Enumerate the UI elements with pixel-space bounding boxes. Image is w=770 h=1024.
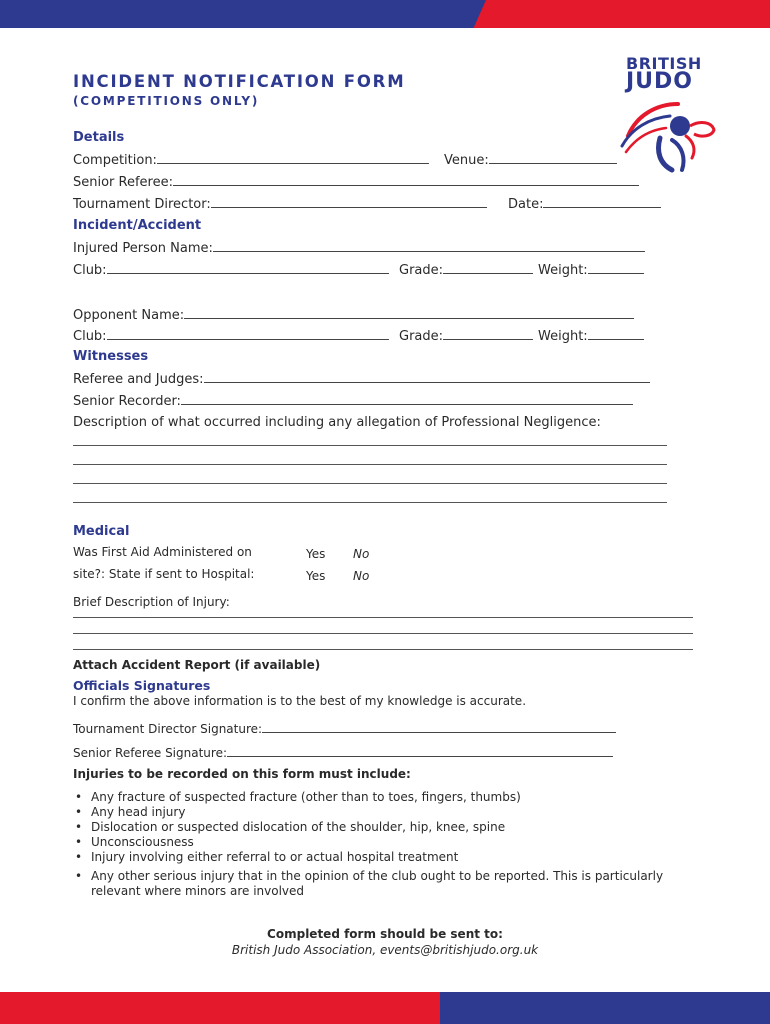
description-line-4[interactable] bbox=[73, 502, 667, 503]
sr-signature-input-line[interactable] bbox=[227, 745, 613, 757]
date-input-line[interactable] bbox=[543, 196, 661, 208]
tournament-director-field[interactable] bbox=[73, 196, 487, 213]
opponent-name-field[interactable] bbox=[73, 307, 634, 324]
competition-field[interactable] bbox=[73, 152, 429, 169]
tournament-director-label: Tournament Director: bbox=[73, 197, 211, 212]
competition-input-line[interactable] bbox=[157, 152, 429, 164]
list-item: • Injury involving either referral to or actual hospital treatment bbox=[73, 850, 673, 865]
opponent-grade-label: Grade: bbox=[399, 329, 444, 344]
venue-label: Venue: bbox=[444, 153, 489, 168]
sr-signature-field[interactable] bbox=[73, 745, 613, 761]
weight-label: Weight: bbox=[538, 263, 588, 278]
senior-recorder-label: Senior Recorder: bbox=[73, 394, 181, 409]
form-title: INCIDENT NOTIFICATION FORM bbox=[73, 72, 406, 91]
club-input-line[interactable] bbox=[107, 262, 389, 274]
opponent-weight-field[interactable] bbox=[538, 328, 644, 345]
description-line-3[interactable] bbox=[73, 483, 667, 484]
injured-person-label: Injured Person Name: bbox=[73, 241, 213, 256]
injured-person-input-line[interactable] bbox=[213, 240, 645, 252]
list-item: • Any fracture of suspected fracture (other than to toes, fingers, thumbs) bbox=[73, 790, 673, 805]
brief-description-label: Brief Description of Injury: bbox=[73, 595, 230, 609]
list-item: • Any other serious injury that in the opinion of the club ought to be reported. This is particularly relevant where minors are involved bbox=[73, 869, 673, 899]
grade-input-line[interactable] bbox=[443, 262, 533, 274]
confirmation-statement: I confirm the above information is to the best of my knowledge is accurate. bbox=[73, 694, 527, 708]
injuries-heading: Injuries to be recorded on this form must include: bbox=[73, 767, 411, 781]
opponent-club-input-line[interactable] bbox=[107, 328, 389, 340]
logo-text-line1: BRITISH bbox=[626, 54, 702, 73]
sr-signature-label: Senior Referee Signature: bbox=[73, 746, 228, 760]
bottom-band bbox=[0, 992, 770, 1024]
form-subtitle: (COMPETITIONS ONLY) bbox=[73, 94, 260, 108]
opponent-grade-input-line[interactable] bbox=[443, 328, 533, 340]
attach-report-note: Attach Accident Report (if available) bbox=[73, 658, 321, 672]
witnesses-heading: Witnesses bbox=[73, 349, 149, 364]
injured-person-field[interactable] bbox=[73, 240, 645, 257]
referee-judges-input-line[interactable] bbox=[204, 371, 650, 383]
weight-field[interactable] bbox=[538, 262, 644, 279]
referee-judges-field[interactable] bbox=[73, 371, 650, 388]
referee-judges-label: Referee and Judges: bbox=[73, 372, 204, 387]
date-label: Date: bbox=[508, 197, 544, 212]
opponent-club-field[interactable] bbox=[73, 328, 389, 345]
club-field[interactable] bbox=[73, 262, 389, 279]
british-judo-logo bbox=[616, 52, 720, 182]
venue-input-line[interactable] bbox=[489, 152, 617, 164]
description-line-2[interactable] bbox=[73, 464, 667, 465]
opponent-weight-input-line[interactable] bbox=[588, 328, 644, 340]
no-option-first-aid[interactable]: No bbox=[353, 547, 370, 561]
opponent-grade-field[interactable] bbox=[399, 328, 533, 345]
senior-recorder-field[interactable] bbox=[73, 393, 633, 410]
senior-referee-label: Senior Referee: bbox=[73, 175, 173, 190]
grade-field[interactable] bbox=[399, 262, 533, 279]
send-to-heading: Completed form should be sent to: bbox=[267, 927, 503, 941]
injury-description-line-3[interactable] bbox=[73, 649, 693, 650]
logo-text-line2: JUDO bbox=[626, 69, 694, 94]
description-line-1[interactable] bbox=[73, 445, 667, 446]
incident-heading: Incident/Accident bbox=[73, 218, 202, 233]
date-field[interactable] bbox=[508, 196, 661, 213]
competition-label: Competition: bbox=[73, 153, 157, 168]
yes-option-first-aid[interactable]: Yes bbox=[306, 547, 326, 561]
tournament-director-input-line[interactable] bbox=[211, 196, 487, 208]
medical-heading: Medical bbox=[73, 524, 130, 539]
td-signature-field[interactable] bbox=[73, 721, 616, 737]
first-aid-question-line2: site?: State if sent to Hospital: bbox=[73, 567, 255, 581]
injuries-list bbox=[73, 790, 673, 899]
opponent-weight-label: Weight: bbox=[538, 329, 588, 344]
injury-description-line-1[interactable] bbox=[73, 617, 693, 618]
list-item: • Dislocation or suspected dislocation of the shoulder, hip, knee, spine bbox=[73, 820, 673, 835]
td-signature-input-line[interactable] bbox=[262, 721, 616, 733]
opponent-name-label: Opponent Name: bbox=[73, 308, 185, 323]
no-option-hospital[interactable]: No bbox=[353, 569, 370, 583]
grade-label: Grade: bbox=[399, 263, 444, 278]
opponent-name-input-line[interactable] bbox=[184, 307, 634, 319]
send-to-address: British Judo Association, events@britishjudo.org.uk bbox=[231, 943, 539, 957]
judoka-icon bbox=[616, 96, 720, 180]
list-item: • Unconsciousness bbox=[73, 835, 673, 850]
venue-field[interactable] bbox=[444, 152, 617, 169]
weight-input-line[interactable] bbox=[588, 262, 644, 274]
club-label: Club: bbox=[73, 263, 107, 278]
details-heading: Details bbox=[73, 130, 125, 145]
td-signature-label: Tournament Director Signature: bbox=[73, 722, 263, 736]
senior-recorder-input-line[interactable] bbox=[181, 393, 633, 405]
injury-description-line-2[interactable] bbox=[73, 633, 693, 634]
officials-heading: Officials Signatures bbox=[73, 678, 211, 693]
senior-referee-input-line[interactable] bbox=[173, 174, 639, 186]
senior-referee-field[interactable] bbox=[73, 174, 639, 191]
list-item: • Any head injury bbox=[73, 805, 673, 820]
first-aid-question-line1: Was First Aid Administered on bbox=[73, 545, 252, 559]
yes-option-hospital[interactable]: Yes bbox=[306, 569, 326, 583]
top-band bbox=[0, 0, 770, 28]
opponent-club-label: Club: bbox=[73, 329, 107, 344]
description-label: Description of what occurred including any allegation of Professional Negligence: bbox=[73, 415, 601, 430]
